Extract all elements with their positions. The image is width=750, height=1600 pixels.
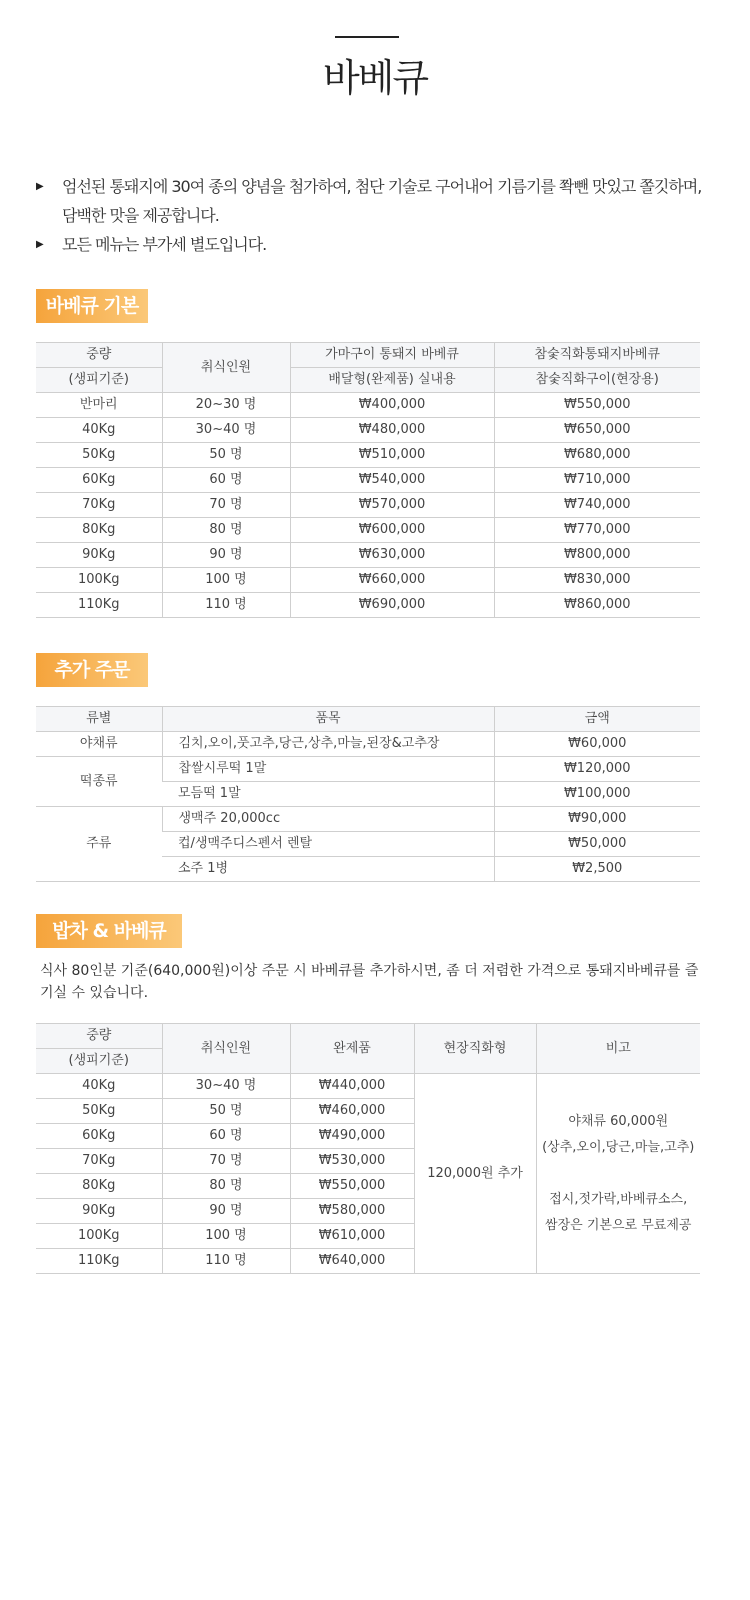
cell-weight: 50Kg: [36, 1099, 162, 1124]
cell-charcoal-price: ₩710,000: [494, 468, 700, 493]
cell-weight: 60Kg: [36, 468, 162, 493]
cell-people: 30~40 명: [162, 418, 290, 443]
title-rule: [335, 36, 399, 38]
basic-price-table: [36, 342, 700, 618]
cell-price: ₩50,000: [494, 832, 700, 857]
cell-delivery-price: ₩540,000: [290, 468, 494, 493]
table-row: [36, 1074, 700, 1099]
cell-people: 100 명: [162, 568, 290, 593]
header-category: 류별: [36, 707, 162, 732]
cell-weight: 80Kg: [36, 518, 162, 543]
cell-weight: 70Kg: [36, 1149, 162, 1174]
cell-weight: 90Kg: [36, 1199, 162, 1224]
cell-delivery-price: ₩600,000: [290, 518, 494, 543]
cell-finished-price: ₩580,000: [290, 1199, 414, 1224]
table-row: [36, 493, 700, 518]
memo-spacer: [537, 1161, 701, 1187]
cell-delivery-price: ₩690,000: [290, 593, 494, 618]
cell-people: 100 명: [162, 1224, 290, 1249]
cell-price: ₩120,000: [494, 757, 700, 782]
cell-people: 70 명: [162, 493, 290, 518]
cell-weight: 50Kg: [36, 443, 162, 468]
cell-weight: 110Kg: [36, 593, 162, 618]
table-row: [36, 807, 700, 832]
table-row: [36, 757, 700, 782]
memo-line: 쌈장은 기본으로 무료제공: [545, 1217, 692, 1233]
cell-finished-price: ₩490,000: [290, 1124, 414, 1149]
cell-people: 30~40 명: [162, 1074, 290, 1099]
combo-price-table: [36, 1023, 700, 1274]
cell-charcoal-price: ₩860,000: [494, 593, 700, 618]
cell-people: 60 명: [162, 1124, 290, 1149]
header-weight-sub: (생피기준): [36, 1049, 162, 1074]
cell-people: 90 명: [162, 1199, 290, 1224]
cell-weight: 80Kg: [36, 1174, 162, 1199]
section-badge-combo: 밥차 & 바베큐: [36, 914, 182, 948]
table-row: [36, 593, 700, 618]
cell-item: 소주 1병: [162, 857, 494, 882]
memo-line: 접시,젓가락,바베큐소스,: [549, 1191, 688, 1207]
table-row: [36, 393, 700, 418]
cell-finished-price: ₩550,000: [290, 1174, 414, 1199]
cell-finished-price: ₩460,000: [290, 1099, 414, 1124]
cell-delivery-price: ₩400,000: [290, 393, 494, 418]
cell-onsite: 120,000원 추가: [414, 1074, 536, 1274]
cell-delivery-price: ₩630,000: [290, 543, 494, 568]
section-badge-extra: 추가 주문: [36, 653, 148, 687]
cell-delivery-price: ₩570,000: [290, 493, 494, 518]
cell-finished-price: ₩640,000: [290, 1249, 414, 1274]
cell-weight: 반마리: [36, 393, 162, 418]
header-memo: 비고: [536, 1024, 700, 1074]
note-item: [36, 230, 716, 259]
header-people: 취식인원: [162, 343, 290, 393]
notes-list: [36, 172, 716, 259]
cell-finished-price: ₩610,000: [290, 1224, 414, 1249]
memo-line: 야채류 60,000원: [568, 1113, 669, 1129]
cell-price: ₩90,000: [494, 807, 700, 832]
header-weight: 중량: [36, 343, 162, 368]
cell-item: 생맥주 20,000cc: [162, 807, 494, 832]
note-text: 모든 메뉴는 부가세 별도입니다.: [62, 235, 267, 254]
cell-charcoal-price: ₩550,000: [494, 393, 700, 418]
cell-delivery-price: ₩510,000: [290, 443, 494, 468]
header-item: 품목: [162, 707, 494, 732]
cell-item: 컵/생맥주디스펜서 렌탈: [162, 832, 494, 857]
memo-line: (상추,오이,당근,마늘,고추): [542, 1139, 695, 1155]
cell-weight: 60Kg: [36, 1124, 162, 1149]
table-row: [36, 732, 700, 757]
cell-charcoal-price: ₩680,000: [494, 443, 700, 468]
page-title: 바베큐: [322, 56, 428, 100]
cell-weight: 100Kg: [36, 1224, 162, 1249]
table-row: [36, 543, 700, 568]
table-row: [36, 418, 700, 443]
cell-item: 김치,오이,풋고추,당근,상추,마늘,된장&고추장: [162, 732, 494, 757]
table-row: [36, 468, 700, 493]
bullet-icon: ▶: [36, 181, 43, 192]
header-finished: 완제품: [290, 1024, 414, 1074]
cell-category: 떡종류: [36, 757, 162, 807]
extra-order-table: [36, 706, 700, 882]
cell-charcoal-price: ₩830,000: [494, 568, 700, 593]
cell-people: 80 명: [162, 1174, 290, 1199]
note-text: 엄선된 통돼지에 30여 종의 양념을 첨가하여, 첨단 기술로 구어내어 기름기를 쫙뺀 맛있고 쫄깃하며, 담백한 맛을 제공합니다.: [62, 177, 702, 225]
header-delivery: 가마구이 통돼지 바베큐: [290, 343, 494, 368]
combo-description: 식사 80인분 기준(640,000원)이상 주문 시 바베큐를 추가하시면, 좀 더 저렴한 가격으로 통돼지바베큐를 즐기실 수 있습니다.: [40, 963, 699, 1001]
header-price: 금액: [494, 707, 700, 732]
cell-people: 110 명: [162, 1249, 290, 1274]
header-onsite: 현장직화형: [414, 1024, 536, 1074]
header-delivery-sub: 배달형(완제품) 실내용: [290, 368, 494, 393]
cell-delivery-price: ₩480,000: [290, 418, 494, 443]
section-badge-basic: 바베큐 기본: [36, 289, 148, 323]
cell-people: 90 명: [162, 543, 290, 568]
bullet-icon: ▶: [36, 239, 43, 250]
header-weight-sub: (생피기준): [36, 368, 162, 393]
cell-people: 50 명: [162, 1099, 290, 1124]
cell-weight: 40Kg: [36, 1074, 162, 1099]
cell-delivery-price: ₩660,000: [290, 568, 494, 593]
header-charcoal-sub: 참숯직화구이(현장용): [494, 368, 700, 393]
cell-people: 20~30 명: [162, 393, 290, 418]
cell-weight: 40Kg: [36, 418, 162, 443]
cell-memo: [536, 1074, 700, 1274]
header-charcoal: 참숯직화통돼지바베큐: [494, 343, 700, 368]
cell-people: 50 명: [162, 443, 290, 468]
cell-category: 야채류: [36, 732, 162, 757]
cell-charcoal-price: ₩740,000: [494, 493, 700, 518]
note-item: [36, 172, 716, 230]
cell-charcoal-price: ₩650,000: [494, 418, 700, 443]
cell-price: ₩100,000: [494, 782, 700, 807]
header-people: 취식인원: [162, 1024, 290, 1074]
cell-weight: 70Kg: [36, 493, 162, 518]
table-row: [36, 443, 700, 468]
cell-price: ₩60,000: [494, 732, 700, 757]
table-row: [36, 518, 700, 543]
cell-weight: 110Kg: [36, 1249, 162, 1274]
cell-category: 주류: [36, 807, 162, 882]
cell-finished-price: ₩440,000: [290, 1074, 414, 1099]
cell-weight: 90Kg: [36, 543, 162, 568]
cell-charcoal-price: ₩770,000: [494, 518, 700, 543]
cell-people: 60 명: [162, 468, 290, 493]
cell-people: 70 명: [162, 1149, 290, 1174]
header-weight: 중량: [36, 1024, 162, 1049]
cell-people: 80 명: [162, 518, 290, 543]
cell-people: 110 명: [162, 593, 290, 618]
cell-charcoal-price: ₩800,000: [494, 543, 700, 568]
cell-weight: 100Kg: [36, 568, 162, 593]
cell-item: 찹쌀시루떡 1말: [162, 757, 494, 782]
cell-price: ₩2,500: [494, 857, 700, 882]
cell-finished-price: ₩530,000: [290, 1149, 414, 1174]
cell-item: 모듬떡 1말: [162, 782, 494, 807]
table-row: [36, 568, 700, 593]
